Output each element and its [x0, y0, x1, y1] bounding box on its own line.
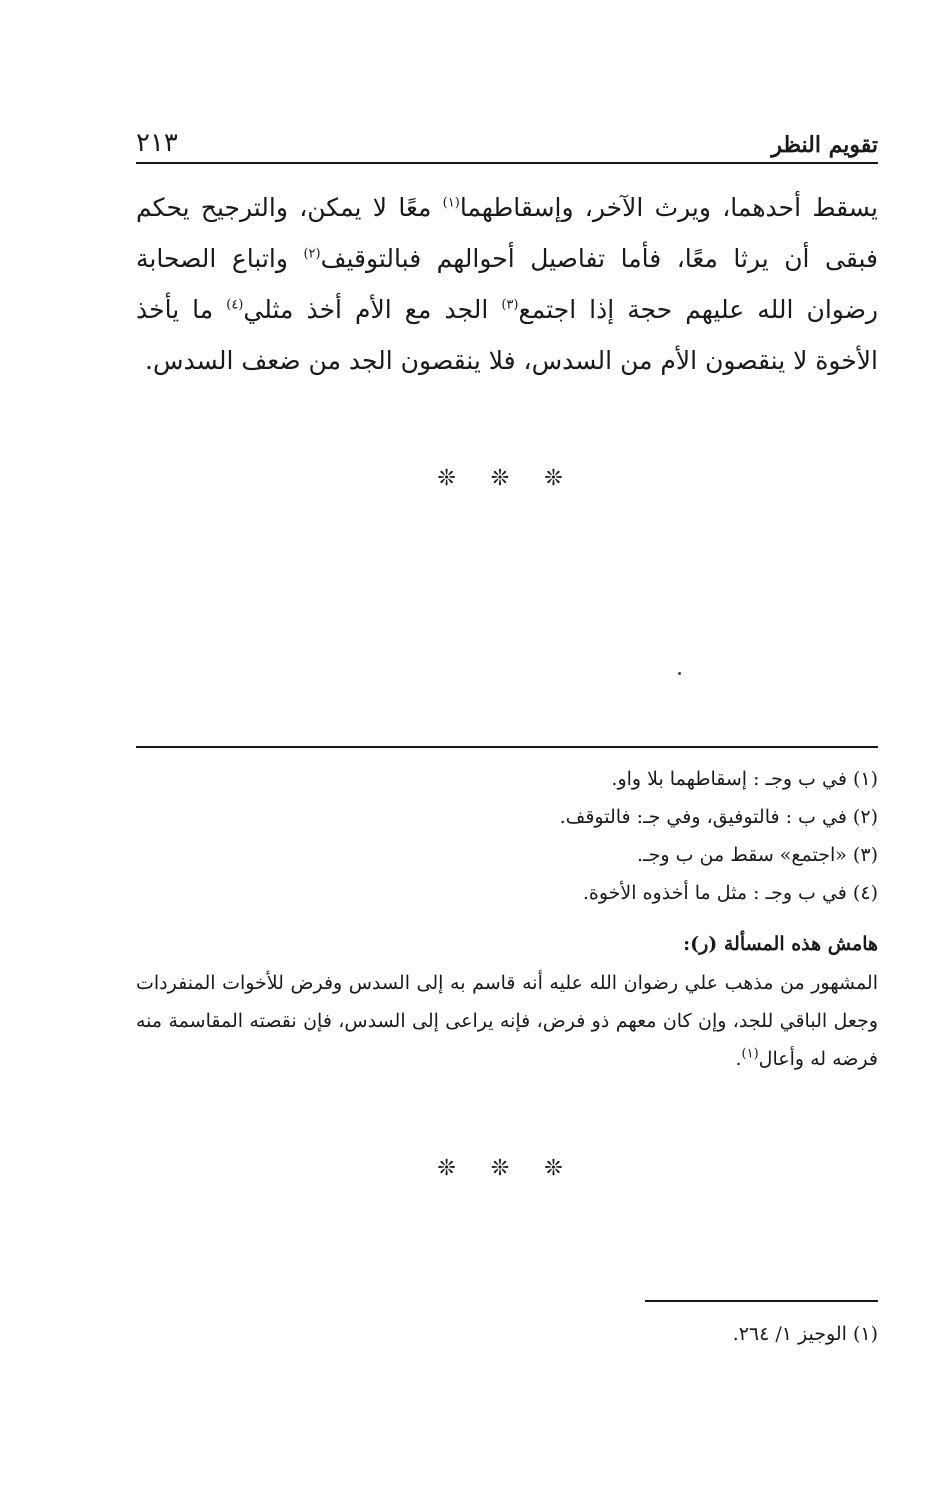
margin-note-body: المشهور من مذهب علي رضوان الله عليه أنه قاسم به إلى السدس وفرض للأخوات المنفردات وجعل الباقي للجد، وإن كان معهم ذو فرض، فإنه يراعى إلى السدس، فإن نقصته المقاسمة منه فرضه له وأعال: [136, 972, 878, 1070]
footnote-ref: (٤): [226, 297, 244, 313]
body-text-segment: ما يأخذ الأخوة لا ينقصون الأم من السدس، فلا ينقصون الجد من ضعف السدس.: [136, 295, 878, 375]
footnote-ref: (٣): [501, 297, 519, 313]
body-text-segment: معًا لا يمكن، والترجيح يحكم فبقى أن يرثا معًا، فأما تفاصيل أحوالهم فبالتوقيف: [136, 193, 878, 273]
footnote-ref: (١): [741, 1046, 759, 1062]
body-text-segment: واتباع الصحابة رضوان الله عليهم حجة إذا اجتمع: [136, 244, 878, 324]
margin-note-text: [136, 964, 878, 1078]
body-paragraph: [136, 182, 878, 386]
margin-note-heading: هامش هذه المسألة (ر):: [683, 933, 878, 955]
footnote-item: (٢) في ب : فالتوفيق، وفي جـ: فالتوقف.: [559, 806, 878, 828]
body-text-segment: يسقط أحدهما، ويرث الآخر، وإسقاطهما: [459, 193, 878, 222]
bottom-footnote-rule: [645, 1300, 878, 1302]
section-separator: ❊ ❊ ❊: [437, 466, 577, 491]
bottom-footnote: (١) الوجيز ١/ ٢٦٤.: [732, 1323, 878, 1345]
running-title: تقويم النظر: [771, 132, 878, 158]
footnote-rule: [136, 746, 878, 748]
footnote-ref: (١): [442, 195, 460, 211]
margin-note: [136, 924, 878, 1078]
margin-note-end: .: [735, 1048, 742, 1070]
stray-mark: [678, 672, 681, 675]
footnote-item: (١) في ب وجـ : إسقاطهما بلا واو.: [611, 768, 878, 790]
footnote-item: (٤) في ب وجـ : مثل ما أخذوه الأخوة.: [582, 882, 878, 904]
footnote-list: [136, 760, 878, 912]
header-rule: [136, 162, 878, 164]
page-header: [136, 118, 878, 158]
body-text-segment: الجد مع الأم أخذ مثلي: [243, 295, 502, 324]
footnote-item: (٣) «اجتمع» سقط من ب وجـ.: [637, 844, 878, 866]
page-number: ٢١٣: [136, 128, 178, 158]
section-separator: ❊ ❊ ❊: [437, 1156, 577, 1181]
footnote-ref: (٢): [303, 246, 321, 262]
